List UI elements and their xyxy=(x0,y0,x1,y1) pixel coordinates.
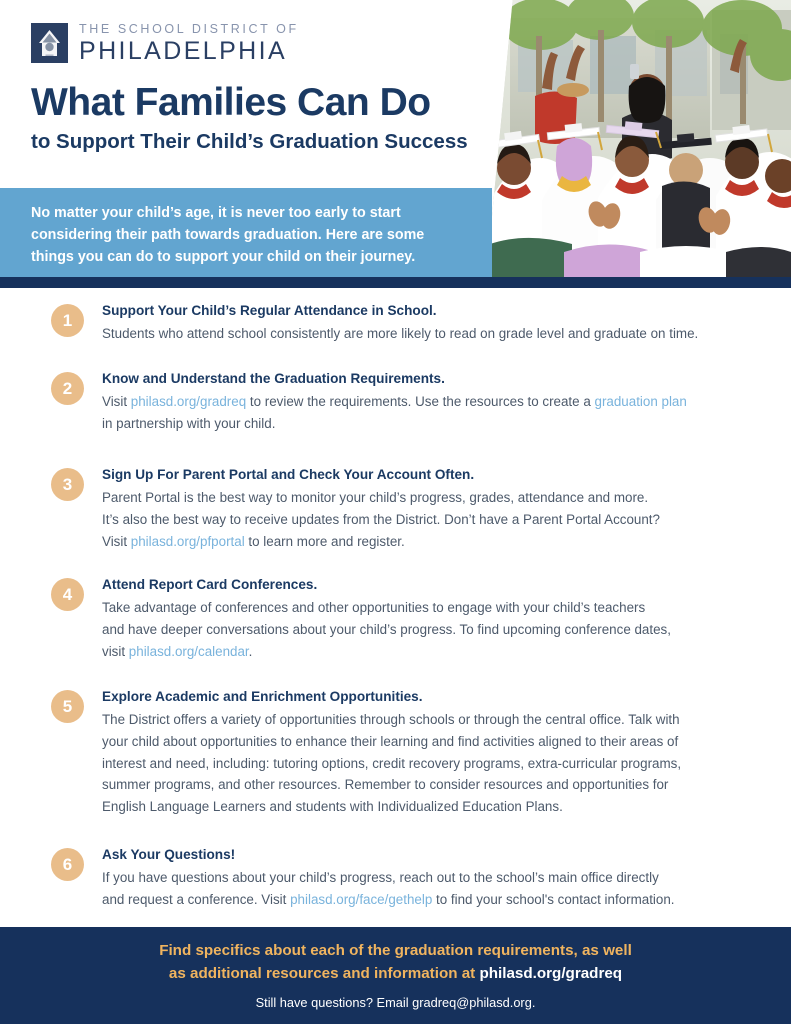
tip-title: Sign Up For Parent Portal and Check Your Account Often. xyxy=(102,467,475,482)
tip-title: Explore Academic and Enrichment Opportunities. xyxy=(102,689,423,704)
tip-link[interactable]: philasd.org/calendar xyxy=(128,643,249,659)
footer-line-1: Find specifics about each of the graduation requirements, as well xyxy=(159,942,632,960)
tip-body xyxy=(102,391,751,434)
logo-wordmark xyxy=(79,22,299,65)
tip-number-badge: 6 xyxy=(51,848,84,881)
footer xyxy=(0,927,791,1024)
tip-text: visit xyxy=(102,643,129,659)
tip-title: Ask Your Questions! xyxy=(102,847,236,862)
tip-body xyxy=(102,867,751,910)
header-divider xyxy=(0,277,791,288)
philadelphia-school-district-shield-icon xyxy=(31,23,68,63)
tip-body-line xyxy=(102,753,751,775)
footer-gradreq-url[interactable]: philasd.org/gradreq xyxy=(479,965,623,983)
tip-body-line xyxy=(102,641,751,663)
tip-body-line xyxy=(102,709,751,731)
tip-text: If you have questions about your child’s progress, reach out to the school’s main office directly xyxy=(102,870,659,886)
tip-body-line xyxy=(102,487,751,509)
tip-body-line xyxy=(102,509,751,531)
tip-number-badge: 5 xyxy=(51,690,84,723)
intro-banner xyxy=(0,188,492,277)
tip-text: Visit xyxy=(102,533,131,549)
tip-body-line xyxy=(102,867,751,889)
tip-title: Know and Understand the Graduation Requirements. xyxy=(102,371,445,386)
footer-line-2-prefix: as additional resources and information at xyxy=(168,965,480,983)
tip-text: summer programs, and other resources. Remember to consider resources and opportunities for xyxy=(102,777,669,793)
tip-text: Students who attend school consistently are more likely to read on grade level and graduate on time. xyxy=(102,326,699,342)
logo-line-1: THE SCHOOL DISTRICT OF xyxy=(79,22,299,36)
tip-link[interactable]: philasd.org/face/gethelp xyxy=(290,892,433,908)
tip-text: English Language Learners and students with Individualized Education Plans. xyxy=(102,799,563,815)
tip-body-line xyxy=(102,323,751,345)
tip-item-2 xyxy=(0,370,791,435)
tip-item-5 xyxy=(0,688,791,818)
tip-link[interactable]: philasd.org/gradreq xyxy=(130,394,247,410)
title-main: What Families Can Do xyxy=(31,81,431,124)
tip-text: and have deeper conversations about your child’s progress. To find upcoming conference dates, xyxy=(102,622,671,638)
footer-line-2 xyxy=(169,962,622,985)
tip-item-6 xyxy=(0,846,791,911)
graduation-ceremony-photo xyxy=(480,0,791,277)
tip-body-line xyxy=(102,413,751,435)
page-title xyxy=(31,82,468,155)
tip-text: interest and need, including: tutoring options, credit recovery programs, extra-curricular programs, xyxy=(102,755,682,771)
tip-body-line xyxy=(102,531,751,553)
tip-text: to review the requirements. Use the resources to create a xyxy=(246,394,595,410)
tip-text: to find your school's contact information. xyxy=(432,892,675,908)
tip-body xyxy=(102,597,751,662)
tip-text: in partnership with your child. xyxy=(102,416,276,432)
logo-line-2: PHILADELPHIA xyxy=(79,36,288,65)
tip-number-badge: 2 xyxy=(51,372,84,405)
district-logo xyxy=(31,22,299,65)
tip-number-badge: 4 xyxy=(51,578,84,611)
tip-body-line xyxy=(102,774,751,796)
footer-line-3: Still have questions? Email gradreq@philasd.org. xyxy=(255,994,536,1010)
tip-text: The District offers a variety of opportunities through schools or through the central office. Talk with xyxy=(102,712,680,728)
tip-text: and request a conference. Visit xyxy=(102,892,291,908)
tip-body-line xyxy=(102,619,751,641)
tip-item-1 xyxy=(0,302,791,345)
tip-body xyxy=(102,709,751,818)
tip-body-line xyxy=(102,889,751,911)
tip-text: . xyxy=(248,643,253,659)
header xyxy=(0,0,791,288)
tip-body-line xyxy=(102,796,751,818)
tip-link[interactable]: graduation plan xyxy=(594,394,687,410)
tip-body-line xyxy=(102,597,751,619)
tip-link[interactable]: philasd.org/pfportal xyxy=(130,533,245,549)
tip-body-line xyxy=(102,731,751,753)
tip-body xyxy=(102,323,751,345)
tip-title: Support Your Child’s Regular Attendance in School. xyxy=(102,303,437,318)
tip-text: Visit xyxy=(102,394,131,410)
tip-number-badge: 3 xyxy=(51,468,84,501)
tip-text: your child about opportunities to enhance their learning and find activities aligned to their areas of xyxy=(102,734,679,750)
tip-item-4 xyxy=(0,576,791,662)
tip-number-badge: 1 xyxy=(51,304,84,337)
tip-text: Parent Portal is the best way to monitor your child’s progress, grades, attendance and more. xyxy=(102,490,649,506)
tip-title: Attend Report Card Conferences. xyxy=(102,577,318,592)
intro-text: No matter your child’s age, it is never too early to start considering their path towards graduation. Here are some things you can do to support your child on their journey. xyxy=(31,205,425,266)
tip-text: to learn more and register. xyxy=(244,533,405,549)
title-subtitle: to Support Their Child’s Graduation Success xyxy=(31,130,468,154)
tip-text: Take advantage of conferences and other opportunities to engage with your child’s teachers xyxy=(102,600,646,616)
tip-body-line xyxy=(102,391,751,413)
tip-item-3 xyxy=(0,466,791,552)
tip-body xyxy=(102,487,751,552)
tip-text: It’s also the best way to receive updates from the District. Don’t have a Parent Portal Account? xyxy=(102,512,660,528)
